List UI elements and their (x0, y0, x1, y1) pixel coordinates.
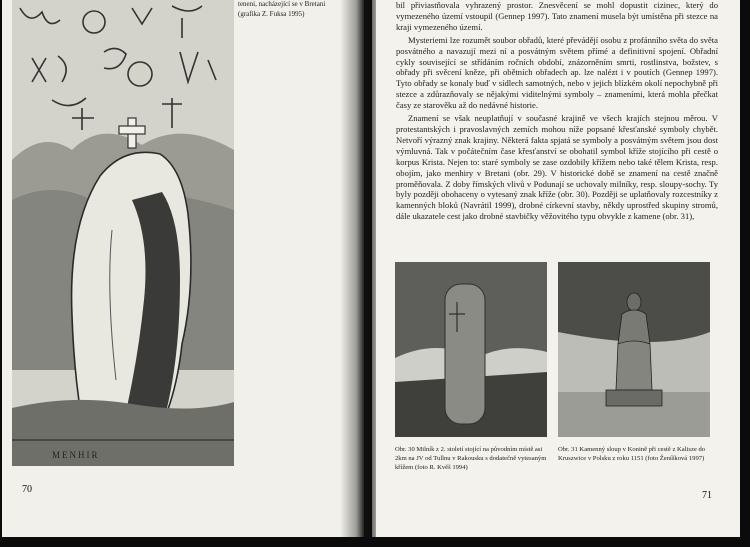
paragraph: bil přiviastňovala vyhrazený prostor. Znesvěcení se mohl dopustit cizinec, který do vymezeného území vstoupil (Gennep 1997). Tato znamení musela být umístěna při stezce na kraji vymezeného území. (396, 0, 718, 32)
milestone-photo-drawing (395, 262, 547, 437)
engraving-caption (238, 0, 342, 19)
left-page (2, 0, 364, 537)
figure-30-photo (395, 262, 547, 437)
book-gutter (340, 0, 376, 537)
figure-30-caption: Obr. 30 Milník z 2. století stojící na původním místě asi 2km na JV od Tullnu v Rakousku s dodatečně vytesaným křížem (foto R. Kvěš 1994) (395, 446, 547, 471)
caption-line: (grafika Z. Fuksa 1995) (238, 9, 305, 18)
caption-line: teneni, nacházející se v Bretani (238, 0, 326, 8)
paragraph: Znamení se však neuplatňují v současné krajině ve všech krajích stejnou měrou. V protestantských i pravoslavných zemích mohou níže popsané křesťanské symboly chybět. Netvoří výrazný znak krajiny. Některá fakta spjatá se symboly a posvátným světem jsou dost výmluvná. Tak v počátečním čase křesťanství se obohatil symbol kříže stojícího při cestě o korpus Krista. Nejen to: staré symboly se zase ozdobily křížem nebo také tělem Krista, resp. obojím, jako menhiry v Bretani (obr. 29). V historické době se znamení na cestě značně proměňovala. Z doby římských vlivů v Podunají se uchovaly milníky, resp. sloupy-sochy. Ty byly později obohaceny o vytesaný znak kříže (obr. 30). Později se uplatňovaly rozcestníky z kamenných bloků (Navrátil 1999), drobné církevní stavby, někdy uprostřed skupiny stromů, dále ukazatele cest jako drobné stavbičky věžovitého typu obvykle z kamene (obr. 31), (396, 113, 718, 222)
page-number-left: 70 (22, 484, 32, 495)
engraving-label: MENHIR (52, 450, 100, 460)
menhir-engraving-illustration (12, 0, 234, 466)
figure-31-photo (558, 262, 710, 437)
right-page (372, 0, 740, 537)
stone-column-photo-drawing (558, 262, 710, 437)
figure-31-caption: Obr. 31 Kamenný sloup v Konině při cestě z Kalisze do Kruszwice v Polsku z roku 1151 (foto Ženíšková 1997) (558, 446, 706, 462)
engraving-drawing (12, 0, 234, 466)
body-text (396, 0, 718, 224)
page-number-right: 71 (702, 490, 712, 501)
paragraph: Mysteriemi lze rozumět soubor obřadů, které převádějí osobu z profánního světa do světa posvátného a navazují mezi ní a posvátným světem přímé a definitivní spojení. Obřadní cykly související se střídáním ročních období, znázorněním smrti, rostlinstva, božstev, s obřady při svěcení kněze, při obětních obřadech ap. lze nalézt i v poutích (Gennep 1997). Tyto obřady se konaly buď v sídlech samotných, nebo v jejich blízkém okolí nepochybně při stezce a zdůrazňovaly se nějakými viditelnými symboly – znameními, která mohla přečkat časy ze starověku až do nedávné historie. (396, 34, 718, 111)
